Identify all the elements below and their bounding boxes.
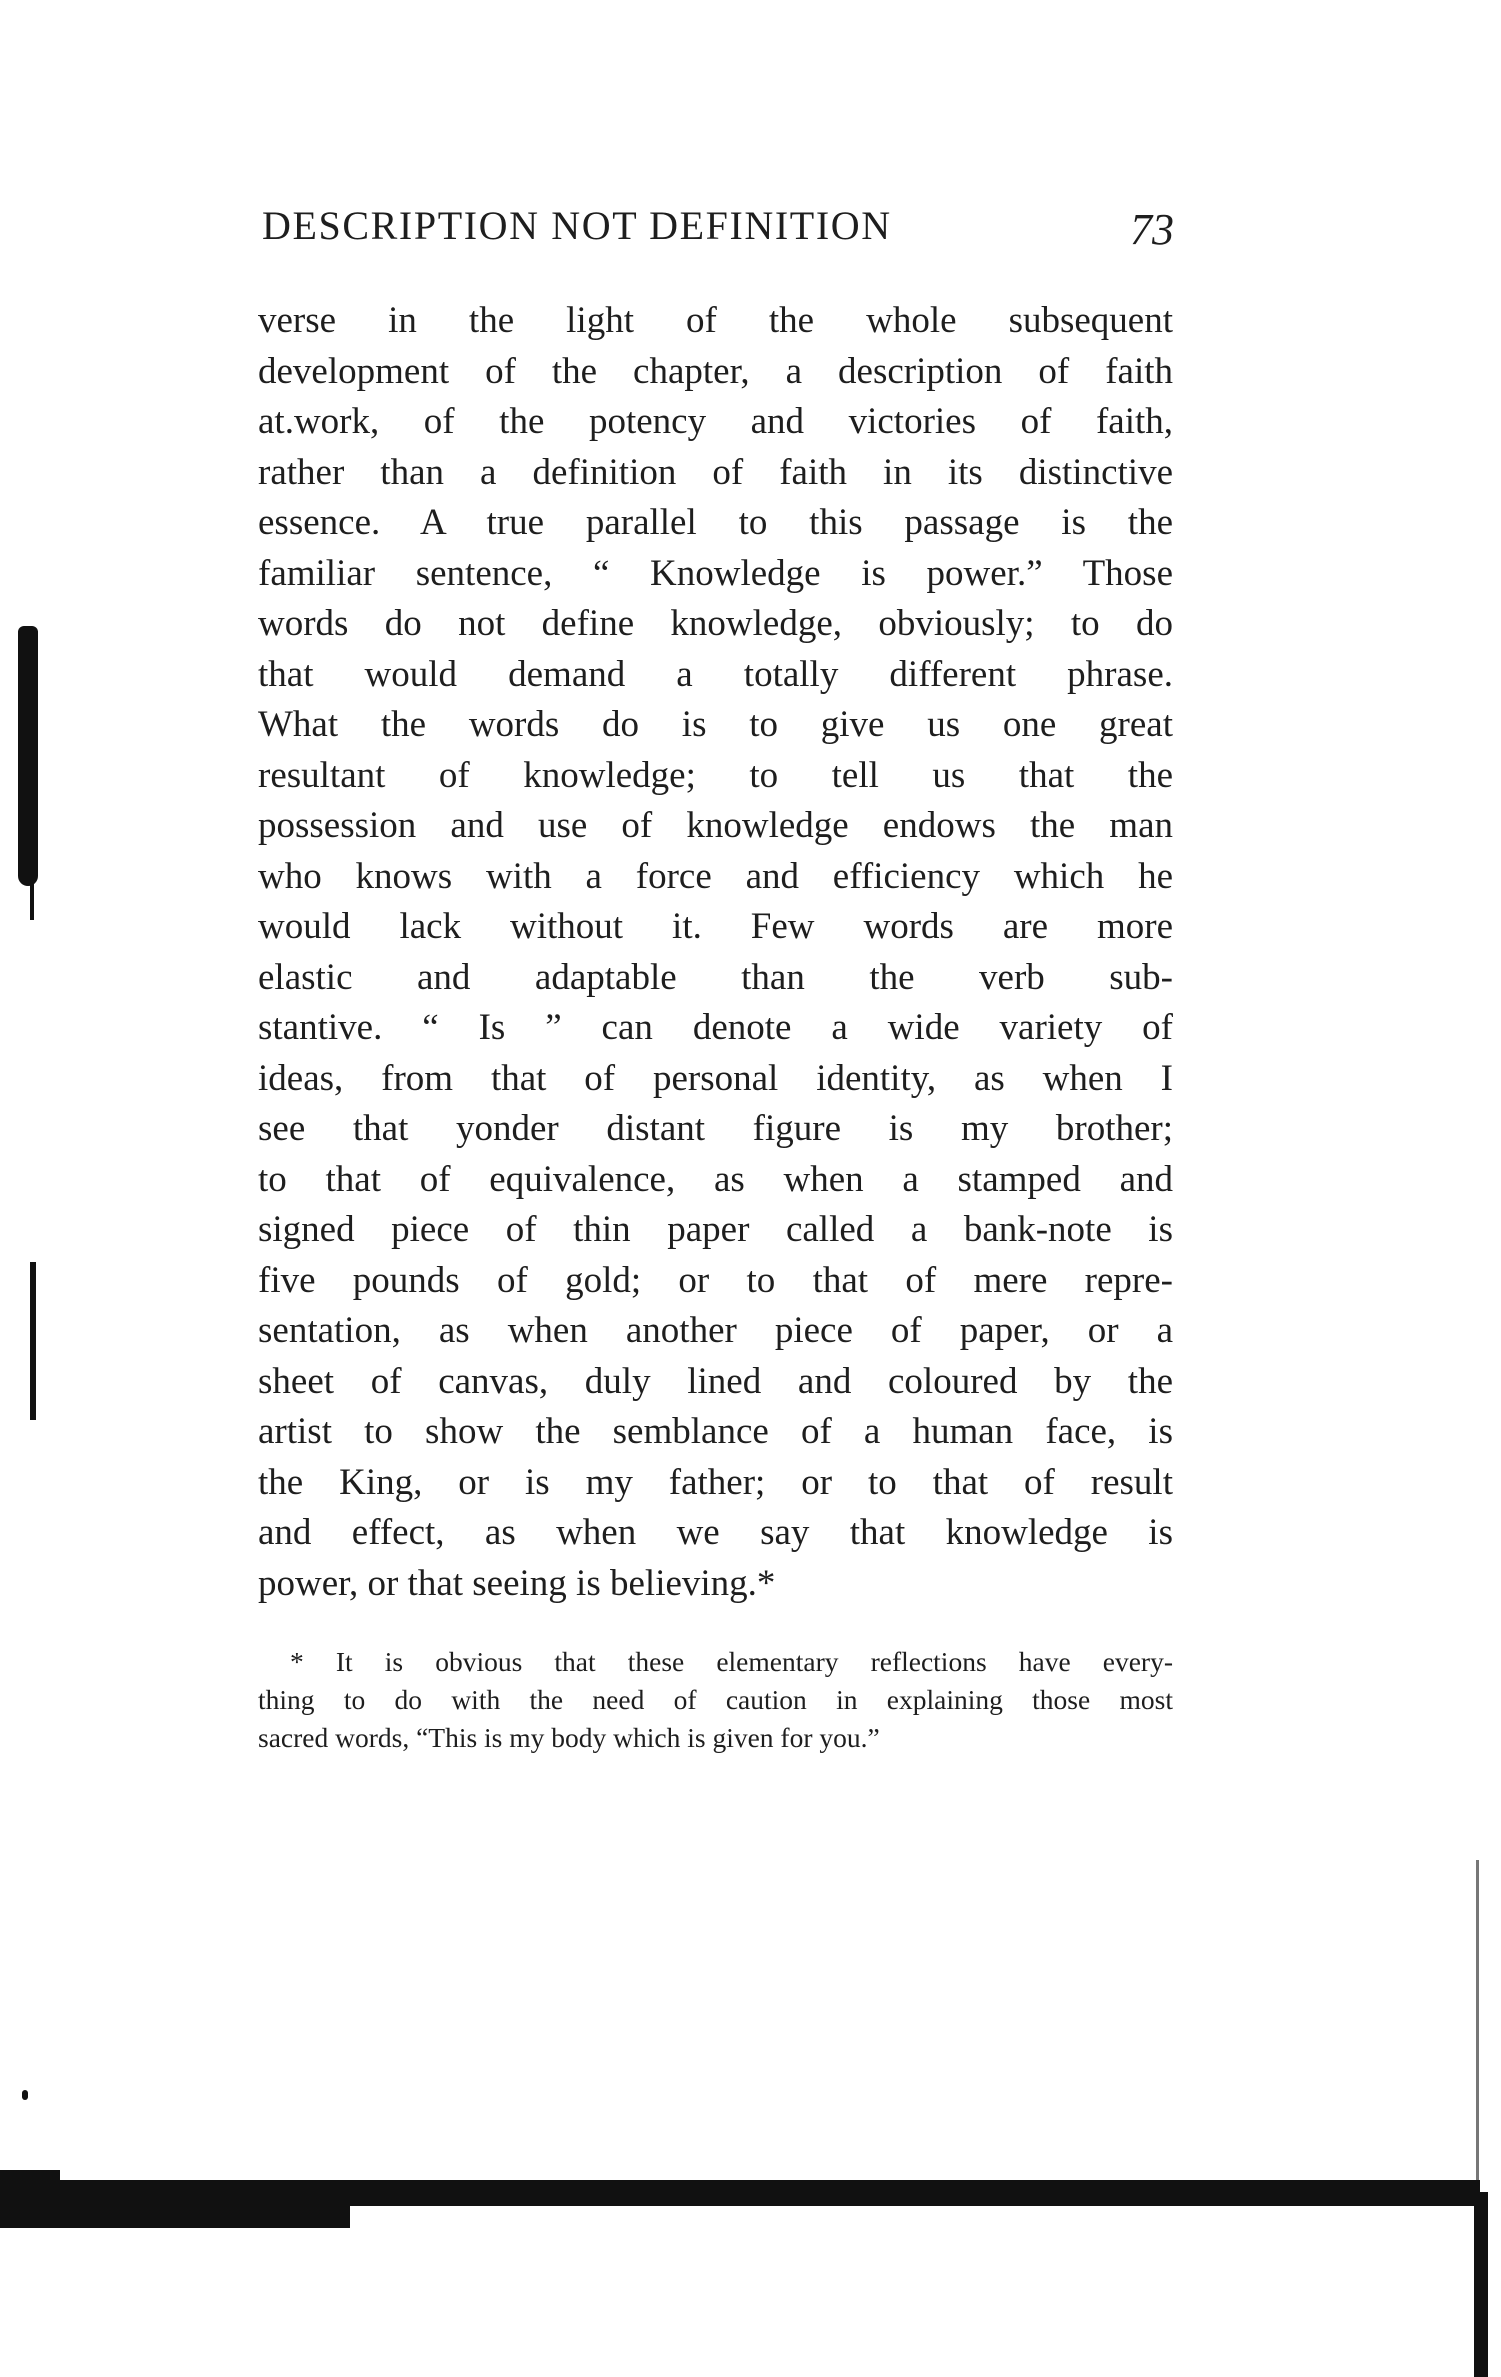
text-line: What the words do is to give us one great bbox=[258, 704, 1173, 745]
text-line: familiar sentence, “ Knowledge is power.” Those bbox=[258, 552, 1173, 594]
text-line: rather than a definition of faith in its distinctive bbox=[258, 451, 1173, 493]
text-line: who knows with a force and efficiency which he bbox=[258, 855, 1173, 897]
text-line: verse in the light of the whole subsequent bbox=[258, 300, 1173, 341]
body-text bbox=[258, 296, 1173, 1609]
text-line: would lack without it. Few words are more bbox=[258, 906, 1173, 947]
text-line: sentation, as when another piece of paper, or a bbox=[258, 1310, 1173, 1351]
scan-artifact-dot bbox=[22, 2090, 28, 2100]
scan-artifact-right-edge bbox=[1476, 1860, 1479, 2190]
text-line: essence. A true parallel to this passage is the bbox=[258, 502, 1173, 543]
text-line: artist to show the semblance of a human face, is bbox=[258, 1411, 1173, 1452]
scan-artifact-left-line bbox=[30, 1262, 36, 1420]
text-line: sheet of canvas, duly lined and coloured by the bbox=[258, 1360, 1173, 1402]
footnote bbox=[258, 1643, 1173, 1757]
scan-artifact-right-bar bbox=[1474, 2192, 1488, 2377]
footnote-line: sacred words, “This is my body which is given for you.” bbox=[258, 1722, 880, 1753]
scan-artifact-bottom-corner bbox=[0, 2170, 60, 2216]
running-head bbox=[262, 196, 1174, 256]
running-title: DESCRIPTION NOT DEFINITION bbox=[262, 203, 892, 248]
text-line: possession and use of knowledge endows the man bbox=[258, 805, 1173, 846]
text-line: resultant of knowledge; to tell us that the bbox=[258, 754, 1173, 796]
footnote-line: thing to do with the need of caution in explaining those most bbox=[258, 1684, 1173, 1715]
scan-artifact-left-tail bbox=[30, 880, 34, 920]
footnote-line: * It is obvious that these elementary reflections have every- bbox=[290, 1646, 1173, 1677]
text-line: the King, or is my father; or to that of result bbox=[258, 1461, 1173, 1503]
text-line: at.work, of the potency and victories of faith, bbox=[258, 401, 1173, 442]
text-line: that would demand a totally different phrase. bbox=[258, 653, 1173, 695]
text-line: ideas, from that of personal identity, as when I bbox=[258, 1057, 1173, 1099]
text-line: elastic and adaptable than the verb sub- bbox=[258, 956, 1173, 998]
text-line: words do not define knowledge, obviously; to do bbox=[258, 603, 1173, 644]
text-line: stantive. “ Is ” can denote a wide variety of bbox=[258, 1007, 1173, 1048]
text-line: and effect, as when we say that knowledge is bbox=[258, 1512, 1173, 1553]
text-line: development of the chapter, a description of faith bbox=[258, 350, 1173, 392]
text-line: to that of equivalence, as when a stamped and bbox=[258, 1158, 1173, 1200]
text-line: signed piece of thin paper called a bank-note is bbox=[258, 1209, 1173, 1250]
text-line: see that yonder distant figure is my brother; bbox=[258, 1108, 1173, 1149]
text-line: five pounds of gold; or to that of mere repre- bbox=[258, 1259, 1173, 1301]
page-number: 73 bbox=[1130, 205, 1174, 254]
scan-artifact-left-bar bbox=[18, 626, 38, 886]
text-line: power, or that seeing is believing.* bbox=[258, 1562, 776, 1604]
